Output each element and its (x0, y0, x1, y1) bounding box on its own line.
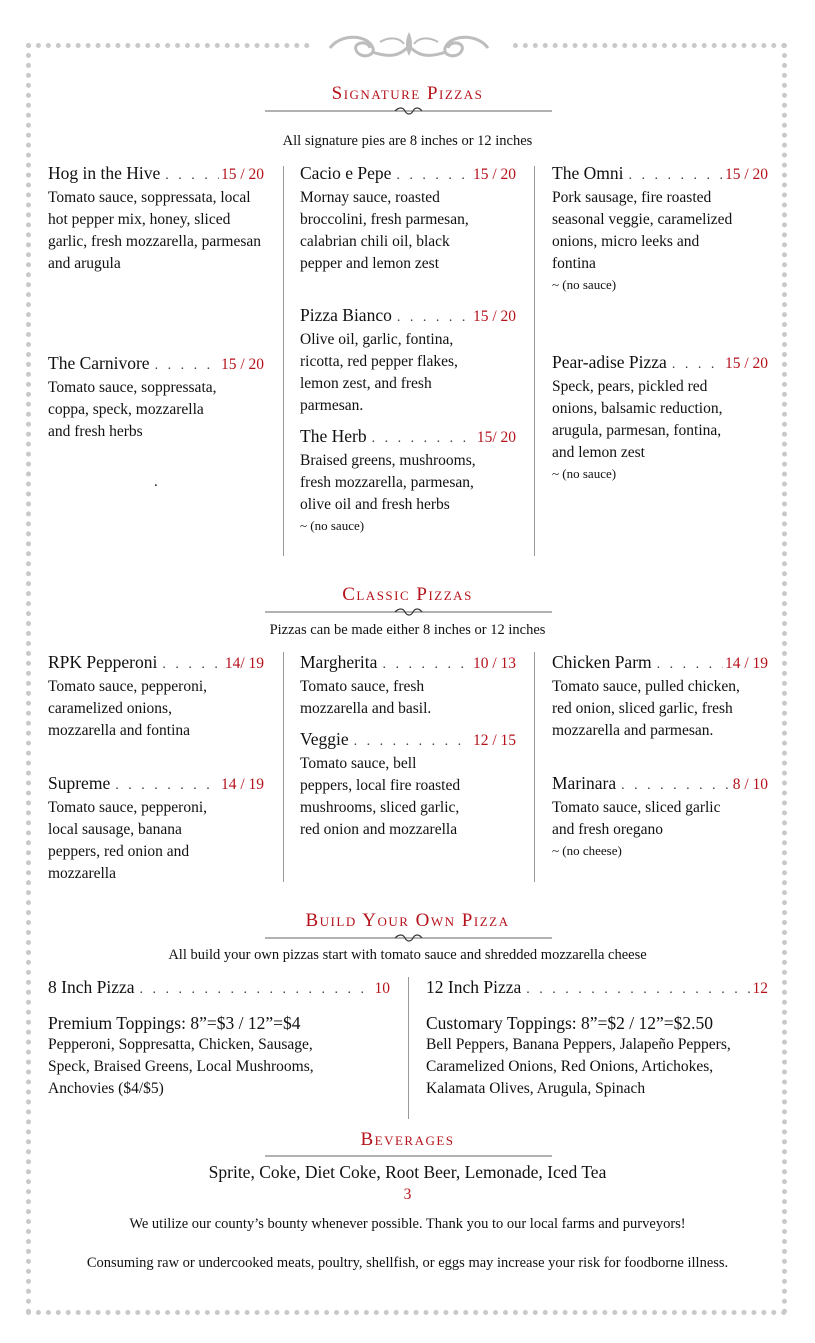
item-name: 8 Inch Pizza (48, 977, 135, 997)
dot-leader (165, 165, 219, 187)
item-price: 10 / 13 (472, 655, 516, 672)
menu-item (300, 728, 516, 841)
item-price: 15 / 20 (724, 355, 768, 372)
item-name: Veggie (300, 729, 349, 749)
item-description: Olive oil, garlic, fontina, ricotta, red pepper flakes, lemon zest, and fresh parmesan. (300, 331, 458, 414)
menu-item (48, 772, 264, 885)
menu-item (552, 351, 768, 484)
item-name: The Herb (300, 426, 367, 446)
item-name: Marinara (552, 773, 617, 793)
item-price: 14 / 19 (220, 776, 264, 793)
menu-item (552, 772, 768, 861)
beverages-section-title: Beverages (360, 1129, 455, 1150)
item-note: ~ (no sauce) (300, 518, 365, 533)
item-note: ~ (no sauce) (552, 277, 617, 292)
item-price: 8 / 10 (732, 776, 768, 793)
dot-leader (162, 654, 222, 676)
column-divider (283, 652, 284, 882)
menu-item (300, 651, 516, 720)
item-description: Tomato sauce, bell peppers, local fire roasted mushrooms, sliced garlic, red onion and mozzarella (300, 755, 461, 838)
dot-leader (397, 307, 471, 329)
dot-leader (140, 979, 373, 1001)
dot-leader (372, 428, 475, 450)
build-section-title: Build Your Own Pizza (305, 910, 510, 931)
item-name: Pear-adise Pizza (552, 352, 667, 372)
premium-toppings-list: Pepperoni, Soppresatta, Chicken, Sausage, Speck, Braised Greens, Local Mushrooms, Anchovies ($4/$5) (48, 1036, 314, 1097)
foodborne-warning: Consuming raw or undercooked meats, poultry, shellfish, or eggs may increase your risk for foodborne illness. (86, 1255, 729, 1271)
item-note: ~ (no cheese) (552, 843, 622, 858)
menu-item (48, 162, 264, 275)
signature-section-title: Signature Pizzas (331, 83, 484, 104)
item-note: ~ (no sauce) (552, 466, 617, 481)
premium-toppings (48, 1012, 358, 1100)
stray-dot: . (154, 474, 158, 490)
divider-line (265, 1152, 552, 1160)
item-description: Tomato sauce, sliced garlic and fresh oregano (552, 799, 721, 838)
divider-scroll-icon (265, 107, 552, 115)
item-price: 14/ 19 (224, 655, 264, 672)
item-price: 14 / 19 (724, 655, 768, 672)
dot-leader (672, 354, 723, 376)
column-divider (534, 166, 535, 556)
dot-leader (115, 775, 219, 797)
item-price: 15 / 20 (724, 166, 768, 183)
dot-leader (382, 654, 471, 676)
customary-toppings-title: Customary Toppings: 8”=$2 / 12”=$2.50 (426, 1013, 713, 1033)
classic-section-title: Classic Pizzas (342, 584, 473, 605)
signature-subtitle: All signature pies are 8 inches or 12 inches (282, 133, 533, 149)
dot-leader (396, 165, 471, 187)
beverages-list: Sprite, Coke, Diet Coke, Root Beer, Lemonade, Iced Tea (208, 1162, 607, 1182)
item-description: Mornay sauce, roasted broccolini, fresh parmesan, calabrian chili oil, black pepper and lemon zest (300, 189, 469, 272)
customary-toppings (426, 1012, 731, 1100)
classic-subtitle: Pizzas can be made either 8 inches or 12 inches (269, 622, 546, 638)
menu-item (48, 651, 264, 742)
menu-item (300, 425, 516, 536)
item-name: The Carnivore (48, 353, 150, 373)
item-description: Tomato sauce, pepperoni, caramelized onions, mozzarella and fontina (48, 678, 208, 739)
menu-item (48, 352, 264, 443)
menu-item (552, 651, 768, 742)
item-description: Tomato sauce, pepperoni, local sausage, banana peppers, red onion and mozzarella (48, 799, 208, 882)
premium-toppings-title: Premium Toppings: 8”=$3 / 12”=$4 (48, 1013, 301, 1033)
column-divider (534, 652, 535, 882)
item-description: Tomato sauce, pulled chicken, red onion, sliced garlic, fresh mozzarella and parmesan. (552, 678, 740, 739)
divider-scroll-icon (265, 608, 552, 616)
item-name: 12 Inch Pizza (426, 977, 522, 997)
item-name: Chicken Parm (552, 652, 652, 672)
flourish-ornament-icon (310, 26, 508, 68)
local-sourcing-note: We utilize our county’s bounty whenever possible. Thank you to our local farms and purveyors! (129, 1216, 686, 1232)
item-price: 12 (752, 980, 768, 997)
item-name: Margherita (300, 652, 378, 672)
column-divider (408, 977, 409, 1119)
item-name: Cacio e Pepe (300, 163, 392, 183)
dot-leader (628, 165, 722, 187)
dot-leader (155, 355, 219, 377)
column-divider (283, 166, 284, 556)
dot-leader (621, 775, 731, 797)
dot-leader (526, 979, 750, 1001)
item-description: Speck, pears, pickled red onions, balsamic reduction, arugula, parmesan, fontina, and lemon zest (552, 378, 723, 461)
dot-leader (657, 654, 723, 676)
item-price: 15/ 20 (476, 429, 516, 446)
menu-item (300, 162, 516, 275)
item-description: Tomato sauce, soppressata, coppa, speck, mozzarella and fresh herbs (48, 379, 217, 440)
item-name: RPK Pepperoni (48, 652, 158, 672)
build-8-inch (48, 976, 390, 1001)
build-subtitle: All build your own pizzas start with tomato sauce and shredded mozzarella cheese (168, 947, 647, 963)
item-price: 15 / 20 (220, 166, 264, 183)
menu-item (552, 162, 768, 295)
item-price: 12 / 15 (472, 732, 516, 749)
beverages-price: 3 (403, 1186, 412, 1203)
item-description: Tomato sauce, soppressata, local hot pepper mix, honey, sliced garlic, fresh mozzarella, parmesan and arugula (48, 189, 262, 272)
menu-item (300, 304, 516, 417)
item-price: 15 / 20 (472, 166, 516, 183)
build-12-inch (426, 976, 768, 1001)
item-description: Braised greens, mushrooms, fresh mozzarella, parmesan, olive oil and fresh herbs (300, 452, 476, 513)
item-price: 15 / 20 (220, 356, 264, 373)
customary-toppings-list: Bell Peppers, Banana Peppers, Jalapeño Peppers, Caramelized Onions, Red Onions, Artichokes, Kalamata Olives, Arugula, Spinach (426, 1036, 731, 1097)
item-name: Pizza Bianco (300, 305, 392, 325)
item-price: 15 / 20 (472, 308, 516, 325)
dot-leader (354, 731, 471, 753)
item-description: Pork sausage, fire roasted seasonal veggie, caramelized onions, micro leeks and fontina (552, 189, 733, 272)
item-description: Tomato sauce, fresh mozzarella and basil. (300, 678, 432, 717)
item-price: 10 (374, 980, 390, 997)
item-name: Supreme (48, 773, 111, 793)
divider-scroll-icon (265, 934, 552, 942)
item-name: The Omni (552, 163, 624, 183)
item-name: Hog in the Hive (48, 163, 161, 183)
